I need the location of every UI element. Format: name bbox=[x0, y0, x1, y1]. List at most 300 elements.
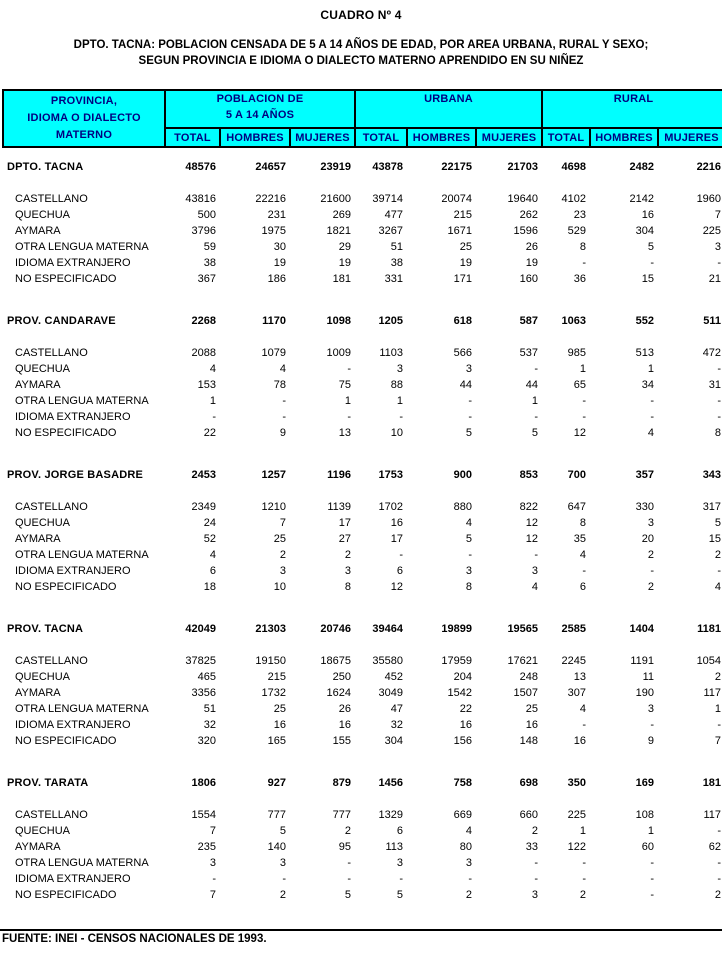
province-row bbox=[3, 467, 722, 483]
language-value: 35580 bbox=[372, 655, 404, 667]
province-total-value: 618 bbox=[453, 315, 473, 327]
language-value: - bbox=[582, 565, 587, 577]
spacer bbox=[3, 749, 722, 775]
spacer bbox=[3, 147, 722, 159]
province-total-value: 1205 bbox=[378, 315, 404, 327]
language-value: 11 bbox=[642, 671, 655, 683]
language-value: 1 bbox=[647, 363, 655, 375]
language-value: 51 bbox=[203, 703, 216, 715]
language-value: 10 bbox=[273, 581, 286, 593]
language-value: - bbox=[582, 719, 587, 731]
language-value: - bbox=[534, 857, 539, 869]
language-label: IDIOMA EXTRANJERO bbox=[15, 411, 131, 423]
language-value: 16 bbox=[525, 719, 539, 731]
language-value: 3 bbox=[531, 565, 539, 577]
language-row bbox=[3, 191, 722, 207]
language-value: 304 bbox=[635, 225, 655, 237]
language-value: 4 bbox=[531, 581, 539, 593]
language-value: 250 bbox=[332, 671, 352, 683]
language-value: 19150 bbox=[255, 655, 286, 667]
language-row bbox=[3, 871, 722, 887]
column-header-hombres: HOMBRES bbox=[407, 128, 476, 147]
province-total-value: 19565 bbox=[507, 623, 539, 635]
language-value: - bbox=[582, 873, 587, 885]
language-value: 985 bbox=[567, 347, 587, 359]
language-value: 186 bbox=[267, 273, 286, 285]
spacer bbox=[3, 175, 722, 191]
province-row bbox=[3, 159, 722, 175]
language-value: 5 bbox=[714, 517, 722, 529]
language-value: - bbox=[399, 549, 404, 561]
language-value: 1671 bbox=[447, 225, 473, 237]
province-total-value: 42049 bbox=[185, 623, 216, 635]
language-value: 2349 bbox=[191, 501, 216, 513]
language-value: 19 bbox=[338, 257, 352, 269]
language-label: OTRA LENGUA MATERNA bbox=[15, 549, 149, 561]
source-note: FUENTE: INEI - CENSOS NACIONALES DE 1993. bbox=[0, 929, 722, 945]
column-header-hombres: HOMBRES bbox=[220, 128, 290, 147]
language-value: 2 bbox=[344, 549, 352, 561]
language-value: 22 bbox=[203, 427, 216, 439]
language-value: 3 bbox=[465, 565, 473, 577]
language-value: 108 bbox=[635, 809, 655, 821]
language-value: 1975 bbox=[261, 225, 286, 237]
language-label: QUECHUA bbox=[15, 825, 71, 837]
language-row bbox=[3, 425, 722, 441]
language-row bbox=[3, 733, 722, 749]
spacer bbox=[3, 329, 722, 345]
language-value: 10 bbox=[390, 427, 404, 439]
language-value: 7 bbox=[714, 209, 722, 221]
language-label: OTRA LENGUA MATERNA bbox=[15, 857, 149, 869]
spacer bbox=[3, 287, 722, 313]
language-value: 307 bbox=[567, 687, 587, 699]
language-value: 19640 bbox=[507, 193, 539, 205]
province-total-value: 350 bbox=[567, 777, 587, 789]
language-value: 1054 bbox=[696, 655, 722, 667]
language-value: 117 bbox=[703, 687, 722, 699]
language-value: 34 bbox=[641, 379, 655, 391]
language-row bbox=[3, 547, 722, 563]
language-value: 529 bbox=[567, 225, 587, 237]
language-value: - bbox=[282, 411, 286, 423]
spacer bbox=[3, 749, 722, 775]
language-value: - bbox=[347, 873, 352, 885]
language-value: 3 bbox=[279, 565, 286, 577]
language-row bbox=[3, 499, 722, 515]
column-header-provincia-idioma: PROVINCIA, IDIOMA O DIALECTO MATERNO bbox=[3, 90, 165, 147]
language-value: - bbox=[468, 411, 473, 423]
province-total-value: 48576 bbox=[185, 161, 216, 173]
spacer bbox=[3, 287, 722, 313]
language-value: 4 bbox=[209, 363, 216, 375]
language-value: 4 bbox=[279, 363, 286, 375]
language-value: - bbox=[650, 565, 655, 577]
language-value: - bbox=[282, 873, 286, 885]
language-value: 3 bbox=[344, 565, 352, 577]
language-value: - bbox=[468, 395, 473, 407]
language-value: 1702 bbox=[378, 501, 404, 513]
language-value: 171 bbox=[453, 273, 473, 285]
language-value: - bbox=[650, 395, 655, 407]
province-label: PROV. TACNA bbox=[7, 623, 84, 635]
language-value: 3 bbox=[647, 517, 655, 529]
language-value: 12 bbox=[525, 533, 539, 545]
column-header-total: TOTAL bbox=[355, 128, 407, 147]
language-value: - bbox=[582, 257, 587, 269]
language-value: 3 bbox=[714, 241, 722, 253]
language-label: QUECHUA bbox=[15, 671, 71, 683]
language-value: 20 bbox=[641, 533, 655, 545]
language-value: 62 bbox=[708, 841, 722, 853]
language-value: 4 bbox=[465, 825, 473, 837]
language-value: 17959 bbox=[441, 655, 473, 667]
language-value: 160 bbox=[519, 273, 539, 285]
language-value: 32 bbox=[203, 719, 216, 731]
language-value: 3356 bbox=[191, 687, 216, 699]
language-row bbox=[3, 361, 722, 377]
language-value: 2 bbox=[344, 825, 352, 837]
language-value: 1821 bbox=[326, 225, 352, 237]
language-value: - bbox=[282, 395, 286, 407]
language-value: 12 bbox=[390, 581, 404, 593]
province-total-value: 900 bbox=[453, 469, 473, 481]
language-row bbox=[3, 685, 722, 701]
language-value: - bbox=[650, 857, 655, 869]
language-value: 44 bbox=[459, 379, 473, 391]
language-value: 4 bbox=[714, 581, 722, 593]
language-value: 4 bbox=[579, 703, 587, 715]
language-row bbox=[3, 717, 722, 733]
language-value: - bbox=[650, 889, 655, 901]
province-total-value: 1404 bbox=[629, 623, 655, 635]
language-value: 5 bbox=[344, 889, 352, 901]
language-value: 181 bbox=[332, 273, 352, 285]
language-value: 304 bbox=[384, 735, 404, 747]
language-value: 6 bbox=[396, 825, 404, 837]
language-value: 367 bbox=[197, 273, 216, 285]
spacer bbox=[3, 147, 722, 159]
language-row bbox=[3, 515, 722, 531]
language-value: 880 bbox=[453, 501, 473, 513]
province-row bbox=[3, 621, 722, 637]
province-total-value: 511 bbox=[703, 315, 722, 327]
language-value: 148 bbox=[519, 735, 539, 747]
language-value: 165 bbox=[267, 735, 286, 747]
language-value: 16 bbox=[573, 735, 587, 747]
language-value: 2142 bbox=[629, 193, 655, 205]
language-value: 59 bbox=[203, 241, 216, 253]
province-label: PROV. TARATA bbox=[7, 777, 89, 789]
province-total-value: 552 bbox=[635, 315, 655, 327]
spacer bbox=[3, 483, 722, 499]
language-value: 6 bbox=[209, 565, 216, 577]
language-label: OTRA LENGUA MATERNA bbox=[15, 241, 149, 253]
language-value: 19 bbox=[459, 257, 473, 269]
language-value: 12 bbox=[573, 427, 587, 439]
language-label: QUECHUA bbox=[15, 363, 71, 375]
province-row bbox=[3, 775, 722, 791]
language-value: 1079 bbox=[261, 347, 286, 359]
spacer bbox=[3, 441, 722, 467]
language-value: 25 bbox=[273, 533, 286, 545]
language-value: 204 bbox=[453, 671, 473, 683]
language-value: 26 bbox=[338, 703, 352, 715]
language-value: 1 bbox=[647, 825, 655, 837]
language-value: 231 bbox=[267, 209, 286, 221]
language-value: 18 bbox=[203, 581, 216, 593]
language-value: 1 bbox=[344, 395, 352, 407]
language-value: 3 bbox=[647, 703, 655, 715]
language-value: 155 bbox=[332, 735, 352, 747]
language-value: 4 bbox=[579, 549, 587, 561]
language-value: 1139 bbox=[327, 501, 352, 513]
subtitle-line-1: DPTO. TACNA: POBLACION CENSADA DE 5 A 14 AÑOS DE EDAD, POR AREA URBANA, RURAL Y SEXO; bbox=[73, 39, 649, 51]
language-value: 80 bbox=[459, 841, 473, 853]
spacer bbox=[3, 595, 722, 621]
language-label: CASTELLANO bbox=[15, 809, 88, 821]
language-value: 1732 bbox=[261, 687, 286, 699]
language-label: CASTELLANO bbox=[15, 501, 88, 513]
language-value: 16 bbox=[390, 517, 404, 529]
language-value: - bbox=[717, 873, 722, 885]
page-title: CUADRO Nº 4 bbox=[320, 8, 402, 22]
column-group-rural: RURAL bbox=[542, 90, 722, 128]
province-total-value: 343 bbox=[702, 469, 722, 481]
language-row bbox=[3, 823, 722, 839]
language-value: 660 bbox=[519, 809, 539, 821]
language-value: 117 bbox=[703, 809, 722, 821]
language-label: IDIOMA EXTRANJERO bbox=[15, 257, 131, 269]
language-value: 153 bbox=[197, 379, 216, 391]
language-value: 477 bbox=[384, 209, 404, 221]
language-value: 21 bbox=[708, 273, 722, 285]
spacer bbox=[3, 441, 722, 467]
language-value: 16 bbox=[641, 209, 655, 221]
language-value: 513 bbox=[635, 347, 655, 359]
language-value: 3 bbox=[396, 363, 404, 375]
language-value: 113 bbox=[385, 841, 404, 853]
language-label: AYMARA bbox=[15, 687, 61, 699]
language-value: 21600 bbox=[320, 193, 352, 205]
language-label: IDIOMA EXTRANJERO bbox=[15, 565, 131, 577]
province-total-value: 1063 bbox=[561, 315, 587, 327]
province-total-value: 2482 bbox=[629, 161, 655, 173]
language-value: 235 bbox=[197, 841, 216, 853]
language-value: 1507 bbox=[513, 687, 539, 699]
language-value: 25 bbox=[459, 241, 473, 253]
language-value: 215 bbox=[453, 209, 473, 221]
column-header-mujeres: MUJERES bbox=[658, 128, 722, 147]
spacer bbox=[3, 637, 722, 653]
language-value: - bbox=[347, 411, 352, 423]
language-value: 36 bbox=[573, 273, 587, 285]
language-value: 122 bbox=[567, 841, 587, 853]
language-value: 331 bbox=[384, 273, 404, 285]
language-value: - bbox=[534, 873, 539, 885]
language-value: 317 bbox=[702, 501, 722, 513]
language-label: IDIOMA EXTRANJERO bbox=[15, 873, 131, 885]
language-value: 777 bbox=[267, 809, 286, 821]
language-value: 8 bbox=[714, 427, 722, 439]
province-total-value: 1181 bbox=[697, 623, 722, 635]
language-value: 669 bbox=[453, 809, 473, 821]
language-value: 500 bbox=[197, 209, 216, 221]
language-value: - bbox=[399, 873, 404, 885]
language-value: 8 bbox=[579, 241, 587, 253]
language-value: 2 bbox=[579, 889, 587, 901]
language-row bbox=[3, 531, 722, 547]
spacer bbox=[3, 483, 722, 499]
language-row bbox=[3, 669, 722, 685]
language-row bbox=[3, 563, 722, 579]
language-value: 3267 bbox=[378, 225, 404, 237]
language-value: 47 bbox=[390, 703, 404, 715]
language-label: AYMARA bbox=[15, 225, 61, 237]
province-total-value: 4698 bbox=[561, 161, 587, 173]
language-value: - bbox=[347, 363, 352, 375]
language-value: 5 bbox=[279, 825, 286, 837]
language-value: - bbox=[650, 873, 655, 885]
language-value: 6 bbox=[579, 581, 587, 593]
language-value: 156 bbox=[453, 735, 473, 747]
province-label: PROV. JORGE BASADRE bbox=[7, 469, 144, 481]
table-body bbox=[3, 147, 722, 903]
language-value: - bbox=[212, 873, 216, 885]
language-value: 1009 bbox=[326, 347, 352, 359]
language-value: 3 bbox=[279, 857, 286, 869]
language-row bbox=[3, 377, 722, 393]
language-value: 95 bbox=[338, 841, 352, 853]
province-total-value: 1257 bbox=[261, 469, 286, 481]
language-value: 15 bbox=[641, 273, 655, 285]
language-value: 465 bbox=[197, 671, 216, 683]
province-label: PROV. CANDARAVE bbox=[7, 315, 116, 327]
language-value: 2 bbox=[465, 889, 473, 901]
language-value: 140 bbox=[267, 841, 286, 853]
province-total-value: 2453 bbox=[191, 469, 216, 481]
language-label: OTRA LENGUA MATERNA bbox=[15, 395, 149, 407]
language-label: CASTELLANO bbox=[15, 655, 88, 667]
language-label: NO ESPECIFICADO bbox=[15, 735, 117, 747]
language-label: QUECHUA bbox=[15, 517, 71, 529]
language-label: CASTELLANO bbox=[15, 347, 88, 359]
language-label: OTRA LENGUA MATERNA bbox=[15, 703, 149, 715]
language-value: 2 bbox=[279, 549, 286, 561]
spacer bbox=[3, 791, 722, 807]
language-label: IDIOMA EXTRANJERO bbox=[15, 719, 131, 731]
language-label: NO ESPECIFICADO bbox=[15, 889, 117, 901]
language-value: 88 bbox=[390, 379, 404, 391]
language-value: 2 bbox=[647, 549, 655, 561]
language-row bbox=[3, 855, 722, 871]
language-value: 37825 bbox=[185, 655, 216, 667]
language-value: 3 bbox=[209, 857, 216, 869]
language-value: 472 bbox=[702, 347, 722, 359]
language-value: 190 bbox=[635, 687, 655, 699]
language-value: 8 bbox=[344, 581, 352, 593]
language-row bbox=[3, 887, 722, 903]
language-value: 13 bbox=[573, 671, 587, 683]
language-value: 320 bbox=[197, 735, 216, 747]
language-row bbox=[3, 653, 722, 669]
language-value: 1596 bbox=[513, 225, 539, 237]
language-value: 75 bbox=[338, 379, 352, 391]
language-value: 4 bbox=[209, 549, 216, 561]
language-value: 19 bbox=[525, 257, 539, 269]
language-value: 7 bbox=[714, 735, 722, 747]
language-value: 2 bbox=[647, 581, 655, 593]
spacer bbox=[3, 595, 722, 621]
spacer bbox=[3, 791, 722, 807]
province-total-value: 927 bbox=[267, 777, 286, 789]
language-value: - bbox=[717, 411, 722, 423]
language-value: 2 bbox=[714, 671, 722, 683]
province-total-value: 1806 bbox=[191, 777, 216, 789]
spacer bbox=[3, 637, 722, 653]
language-value: 25 bbox=[273, 703, 286, 715]
language-value: 4102 bbox=[561, 193, 587, 205]
language-value: 18675 bbox=[320, 655, 352, 667]
language-value: 22216 bbox=[255, 193, 286, 205]
language-value: 43816 bbox=[185, 193, 216, 205]
language-value: 2088 bbox=[191, 347, 216, 359]
language-row bbox=[3, 701, 722, 717]
column-group-poblacion-5-a-14: POBLACION DE 5 A 14 AÑOS bbox=[165, 90, 355, 128]
language-label: AYMARA bbox=[15, 533, 61, 545]
language-value: 248 bbox=[519, 671, 539, 683]
language-value: 5 bbox=[465, 533, 473, 545]
language-value: 13 bbox=[338, 427, 352, 439]
province-total-value: 43878 bbox=[372, 161, 404, 173]
language-row bbox=[3, 255, 722, 271]
province-total-value: 39464 bbox=[372, 623, 404, 635]
language-label: QUECHUA bbox=[15, 209, 71, 221]
province-total-value: 1456 bbox=[378, 777, 404, 789]
column-header-total: TOTAL bbox=[165, 128, 220, 147]
language-value: 1624 bbox=[326, 687, 352, 699]
language-value: 19 bbox=[273, 257, 286, 269]
province-total-value: 853 bbox=[519, 469, 539, 481]
province-label: DPTO. TACNA bbox=[7, 161, 84, 173]
province-total-value: 19899 bbox=[441, 623, 473, 635]
province-total-value: 758 bbox=[453, 777, 473, 789]
column-header-mujeres: MUJERES bbox=[290, 128, 355, 147]
language-value: 3 bbox=[531, 889, 539, 901]
language-value: 31 bbox=[708, 379, 722, 391]
language-value: - bbox=[347, 857, 352, 869]
language-value: 1 bbox=[396, 395, 404, 407]
province-total-value: 1196 bbox=[327, 469, 352, 481]
language-value: 9 bbox=[647, 735, 655, 747]
province-total-value: 879 bbox=[332, 777, 352, 789]
language-value: 1103 bbox=[379, 347, 404, 359]
language-value: 20074 bbox=[441, 193, 473, 205]
language-value: 38 bbox=[203, 257, 216, 269]
language-value: 8 bbox=[579, 517, 587, 529]
province-total-value: 2216 bbox=[696, 161, 722, 173]
language-value: 25 bbox=[525, 703, 539, 715]
language-value: 60 bbox=[641, 841, 655, 853]
province-total-value: 587 bbox=[519, 315, 539, 327]
language-value: 225 bbox=[702, 225, 722, 237]
province-row bbox=[3, 313, 722, 329]
language-value: - bbox=[717, 363, 722, 375]
language-value: 1329 bbox=[378, 809, 404, 821]
language-value: - bbox=[468, 873, 473, 885]
language-value: 269 bbox=[332, 209, 352, 221]
language-value: 647 bbox=[567, 501, 587, 513]
